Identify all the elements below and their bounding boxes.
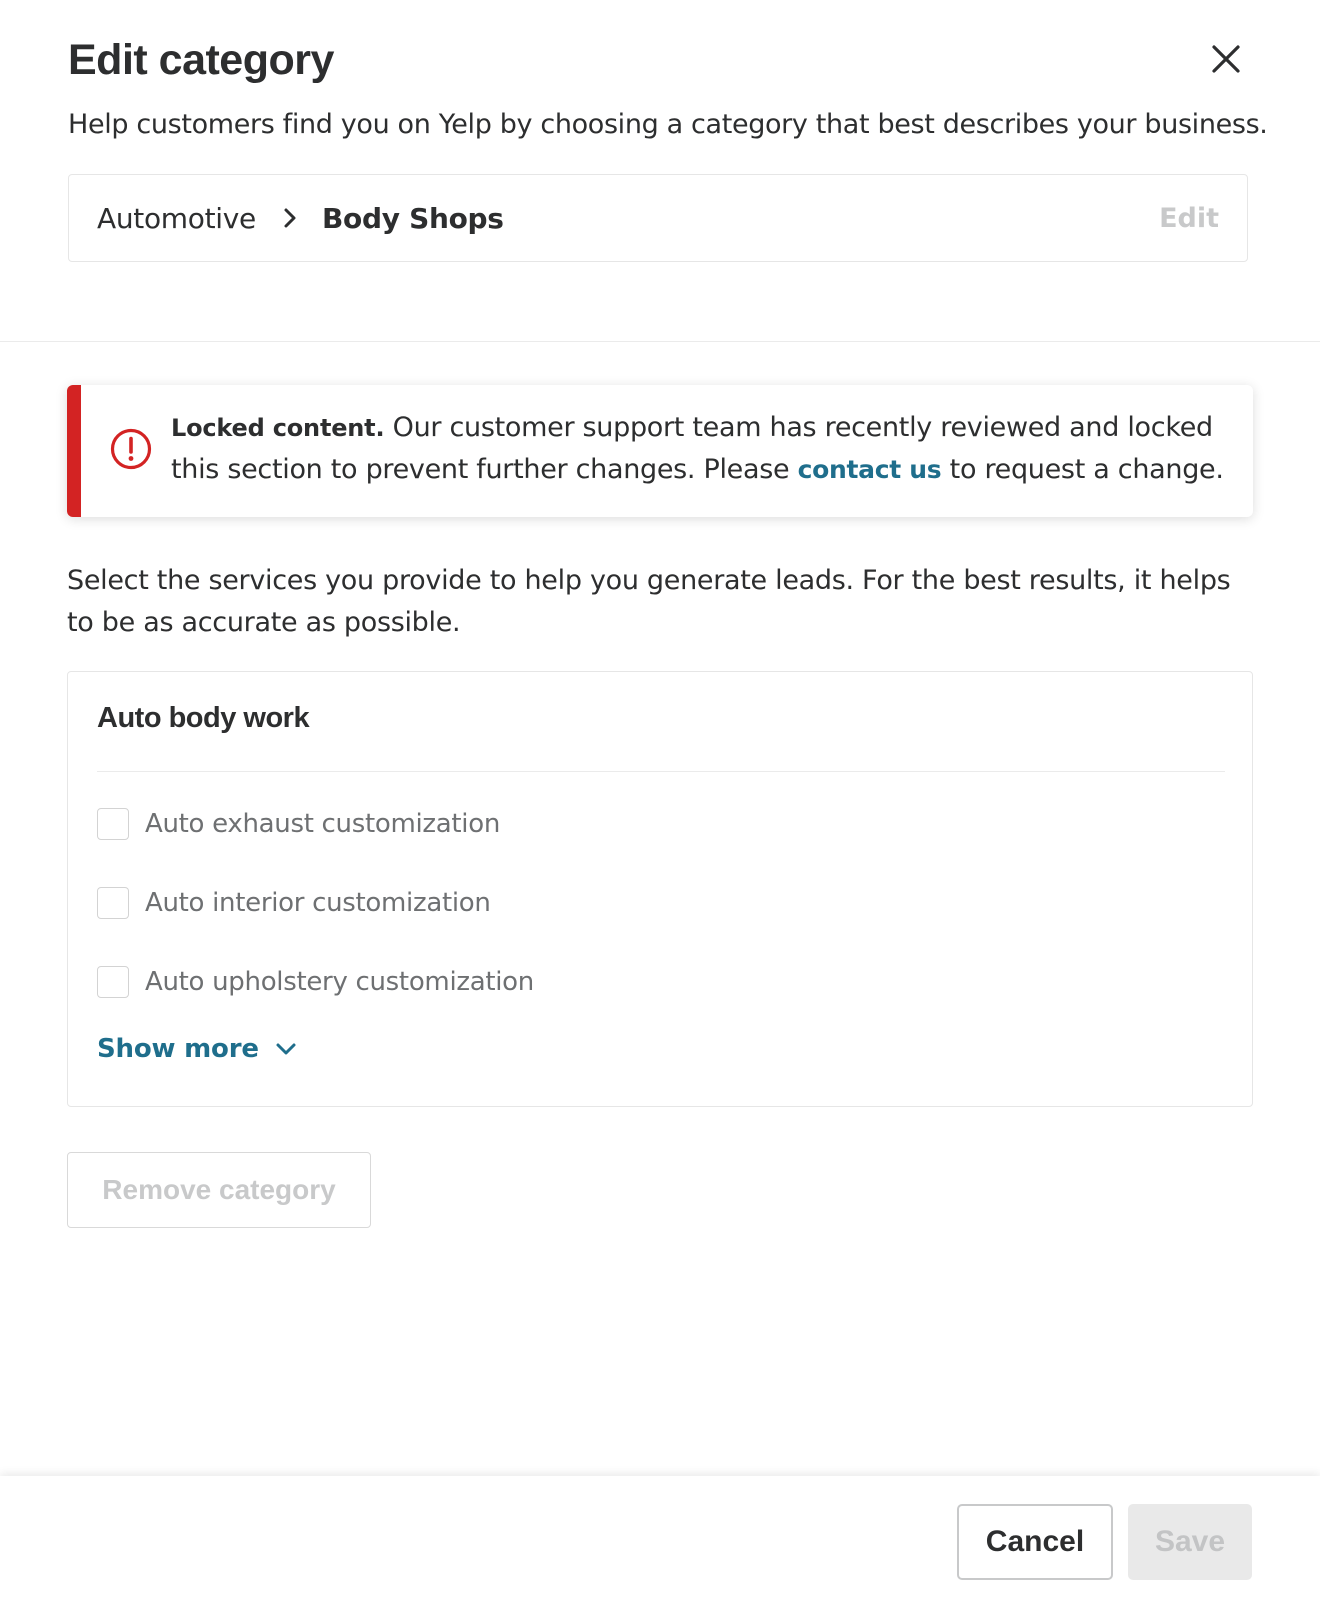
service-checkbox[interactable] bbox=[97, 808, 129, 840]
alert-body-end: to request a change. bbox=[941, 454, 1224, 485]
service-option[interactable] bbox=[97, 887, 491, 919]
category-edit-link[interactable]: Edit bbox=[1159, 202, 1219, 234]
services-card bbox=[67, 671, 1253, 1107]
service-option-label[interactable]: Auto interior customization bbox=[145, 888, 491, 918]
service-option-label[interactable]: Auto upholstery customization bbox=[145, 967, 534, 997]
card-divider bbox=[97, 771, 1225, 772]
close-icon bbox=[1211, 44, 1241, 74]
service-option[interactable] bbox=[97, 966, 534, 998]
service-checkbox[interactable] bbox=[97, 966, 129, 998]
category-parent: Automotive bbox=[97, 201, 256, 235]
remove-category-button[interactable]: Remove category bbox=[67, 1152, 371, 1228]
contact-us-link[interactable]: contact us bbox=[797, 455, 942, 484]
show-more-button[interactable] bbox=[97, 1034, 297, 1064]
locked-content-alert bbox=[67, 385, 1253, 517]
chevron-down-icon bbox=[275, 1042, 297, 1056]
save-button[interactable]: Save bbox=[1128, 1504, 1252, 1580]
close-button[interactable] bbox=[1203, 36, 1249, 82]
show-more-label: Show more bbox=[97, 1034, 259, 1064]
exclamation-circle-icon bbox=[109, 427, 153, 471]
modal-subtitle: Help customers find you on Yelp by choosing a category that best describes your business. bbox=[68, 109, 1268, 140]
section-divider bbox=[0, 341, 1320, 342]
chevron-right-icon bbox=[282, 207, 298, 229]
service-checkbox[interactable] bbox=[97, 887, 129, 919]
modal-footer bbox=[0, 1476, 1320, 1600]
alert-title: Locked content. bbox=[171, 414, 385, 442]
alert-message bbox=[171, 407, 1231, 491]
services-intro: Select the services you provide to help you generate leads. For the best results, it helps to be as accurate as possible. bbox=[67, 565, 1231, 638]
services-group-title: Auto body work bbox=[97, 702, 310, 734]
alert-body-start: Our customer support team has recently reviewed and locked this section to prevent further changes. Please bbox=[171, 412, 1213, 485]
category-current: Body Shops bbox=[321, 201, 504, 235]
modal-title: Edit category bbox=[68, 36, 334, 84]
service-option-label[interactable]: Auto exhaust customization bbox=[145, 809, 501, 839]
category-selector bbox=[68, 174, 1248, 262]
alert-accent-bar bbox=[67, 385, 81, 517]
service-option[interactable] bbox=[97, 808, 500, 840]
cancel-button[interactable]: Cancel bbox=[957, 1504, 1113, 1580]
